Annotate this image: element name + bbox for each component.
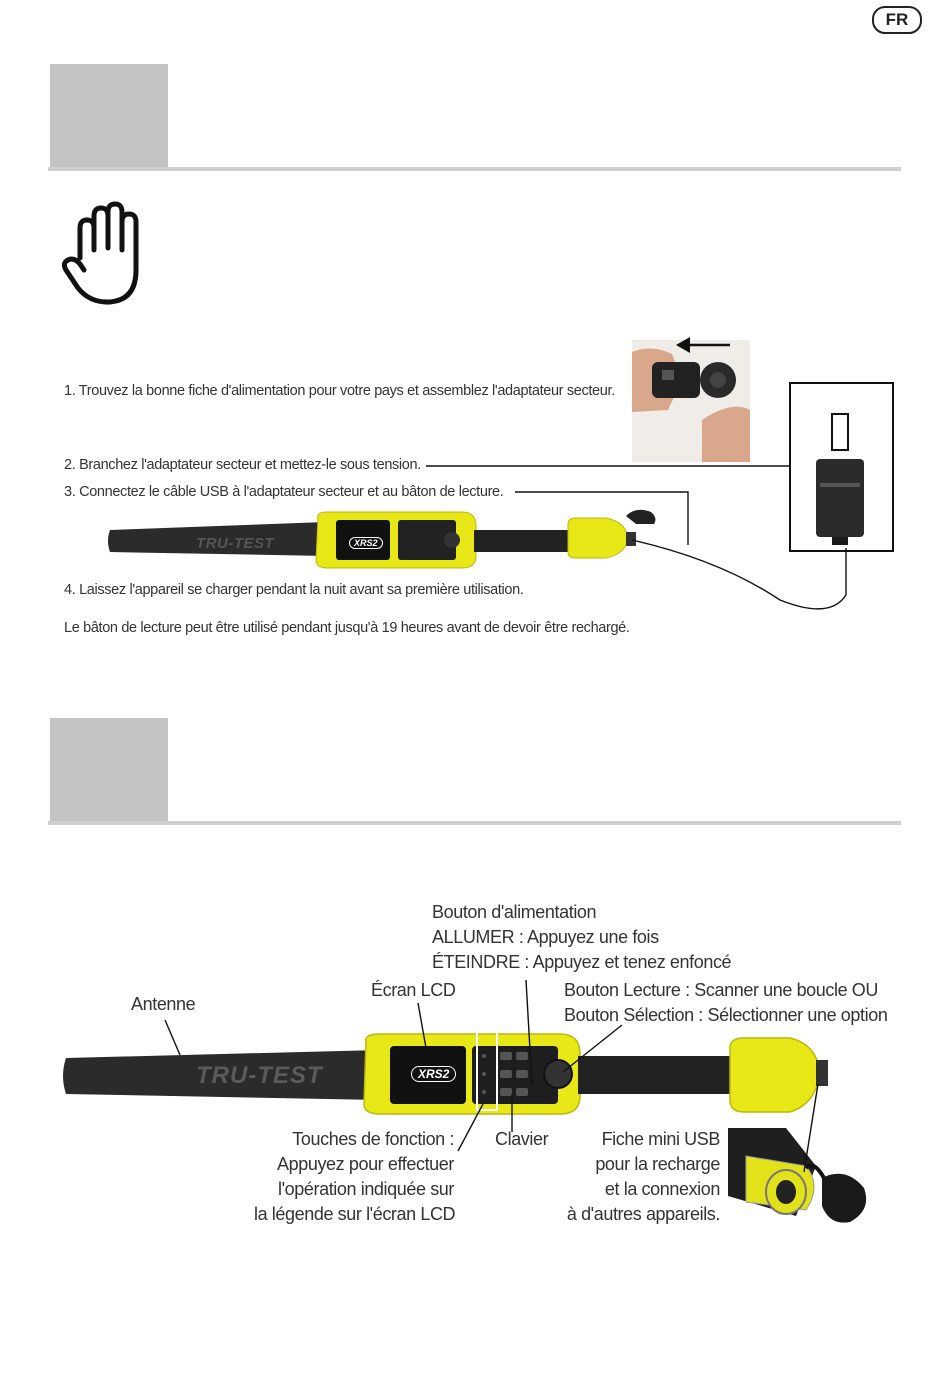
section-rule-2 (48, 821, 901, 825)
battery-note-text: Le bâton de lecture peut être utilisé pendant jusqu'à 19 heures avant de devoir être rechargé. (64, 620, 630, 636)
step-1-text: 1. Trouvez la bonne fiche d'alimentation pour votre pays et assemblez l'adaptateur secteur. (64, 383, 615, 399)
section-rule-1 (48, 167, 901, 171)
function-keys-label-3: l'opération indiquée sur (278, 1179, 454, 1199)
mini-usb-label-3: et la connexion (604, 1179, 720, 1199)
step-2-text: 2. Branchez l'adaptateur secteur et mettez-le sous tension. (64, 457, 421, 473)
lcd-label: Écran LCD (371, 980, 456, 1000)
socket-slot (831, 413, 849, 451)
stick-reader-small-illustration (106, 508, 666, 572)
stick-brand-small: TRU-TEST (196, 535, 275, 552)
function-keys-label-2: Appuyez pour effectuer (277, 1154, 454, 1174)
function-keys-label-1: Touches de fonction : (292, 1129, 454, 1149)
read-button-label-2: Bouton Sélection : Sélectionner une option (564, 1005, 888, 1025)
power-adapter-illustration (810, 455, 870, 545)
mini-usb-label-4: à d'autres appareils. (566, 1204, 720, 1224)
function-keys-highlight (476, 1031, 498, 1111)
section-number-block-2 (50, 718, 168, 824)
mini-usb-plug-photo (726, 1126, 876, 1238)
section-number-block-1 (50, 64, 168, 170)
mini-usb-label-1: Fiche mini USB (601, 1129, 720, 1149)
language-badge: FR (872, 6, 922, 34)
power-button-label-off: ÉTEINDRE : Appuyez et tenez enfoncé (432, 952, 732, 972)
step-3-text: 3. Connectez le câble USB à l'adaptateur secteur et au bâton de lecture. (64, 484, 504, 500)
antenna-label: Antenne (131, 994, 196, 1014)
stick-brand-large: TRU-TEST (196, 1062, 323, 1089)
mini-usb-label-2: pour la recharge (595, 1154, 720, 1174)
power-button-label-title: Bouton d'alimentation (432, 902, 597, 922)
function-keys-label-4: la légende sur l'écran LCD (254, 1204, 456, 1224)
keypad-label: Clavier (495, 1129, 549, 1149)
read-button-label-1: Bouton Lecture : Scanner une boucle OU (564, 980, 879, 1000)
stick-model-small: XRS2 (349, 537, 383, 549)
stick-model-large: XRS2 (411, 1066, 456, 1082)
hand-stop-icon (58, 200, 158, 310)
step-4-text: 4. Laissez l'appareil se charger pendant la nuit avant sa première utilisation. (64, 582, 524, 598)
adapter-assembly-photo (632, 340, 750, 462)
arrow-left-icon (676, 335, 732, 355)
power-button-label-on: ALLUMER : Appuyez une fois (432, 927, 659, 947)
